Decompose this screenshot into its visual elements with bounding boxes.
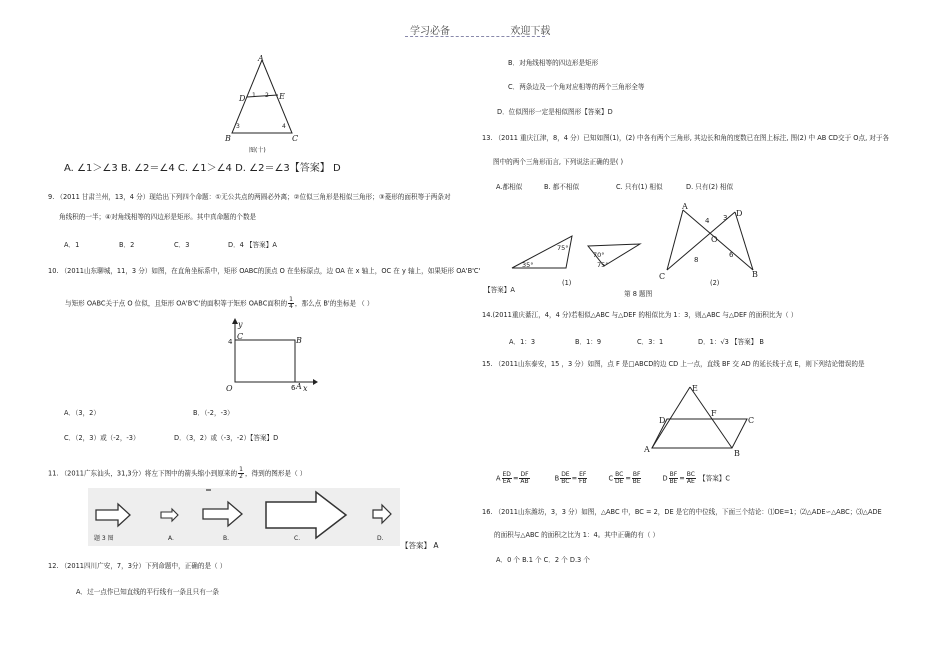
figure-8-label-2: (2) (710, 279, 720, 287)
q10-line-2b: ，那么点 B'的坐标是 （ ） (294, 299, 374, 308)
svg-text:35°: 35° (522, 261, 534, 269)
q10-line-1: 10. （2011山东聊城，11，3 分）如图，在直角坐标系中，矩形 OABC的顶点 O 在坐标原点，边 OA 在 x 轴上，OC 在 y 轴上，如果矩形 OA'B'C' (48, 267, 481, 275)
q10-line-2 (65, 297, 373, 310)
q9-line-2: 角线积的一半；④对角线相等的四边形是矩形。其中真命题的个数是 (59, 213, 257, 221)
q14-line-1: 14.(2011重庆綦江，4，4 分)若相似△ABC 与△DEF 的相似比为 1：3，则△ABC 与△DEF 的面积比为（ ） (482, 311, 798, 319)
q11-line-b: ，得到的图形是（ ） (244, 469, 307, 478)
q11-line (48, 467, 306, 480)
q12-line-1: 12. （2011四川广安，7，3分）下列命题中，正确的是（ ） (48, 562, 227, 570)
svg-text:O: O (711, 235, 718, 244)
q10-fraction (288, 297, 294, 310)
header-left: 学习必备 (410, 26, 450, 37)
svg-text:C: C (748, 416, 755, 425)
svg-text:A: A (296, 382, 302, 391)
q10-option-a: A．（3，2） (64, 409, 100, 417)
q9-option-b: B．2 (119, 241, 135, 249)
option-label-a: A. (168, 535, 174, 542)
svg-text:B: B (734, 449, 740, 458)
q9-option-a: A．1 (64, 241, 80, 249)
svg-text:E: E (279, 92, 285, 101)
option-label-d: D. (377, 535, 384, 542)
fraction-denominator: 4 (289, 303, 293, 310)
q10-line-2a: 与矩形 OABC关于点 O 位似，且矩形 OA'B'C'的面积等于矩形 OABC面积的 (65, 299, 288, 308)
svg-text:6: 6 (729, 251, 734, 259)
svg-text:C: C (659, 272, 666, 281)
q12-option-b: B．对角线相等的四边形是矩形 (508, 59, 599, 67)
q8-options: A. ∠1＞∠3 B. ∠2＝∠4 C. ∠1＞∠4 D. ∠2＝∠3【答案】 D (64, 163, 341, 174)
q15-line-1: 15. （2011山东泰安，15 ，3 分）如图，点 F 是□ABCD的边 CD 上一点，直线 BF 交 AD 的延长线于点 E，则下列结论错误的是 (482, 360, 865, 368)
svg-text:D: D (239, 94, 246, 103)
q9-line-1: 9. （2011 甘肃兰州，13，4 分）现给出下列四个命题：①无公共点的两圆必外离；②位似三角形是相似三角形；③菱形的面积等于两条对 (48, 193, 451, 201)
q9-option-c: C．3 (174, 241, 190, 249)
svg-text:B: B (225, 134, 231, 143)
svg-text:E: E (692, 384, 698, 393)
q13-option-d: D. 只有(2) 相似 (686, 183, 734, 191)
svg-text:3: 3 (723, 214, 728, 222)
header-divider (405, 36, 545, 37)
q13-answer: 【答案】A (484, 286, 515, 294)
svg-text:1: 1 (252, 92, 256, 99)
svg-text:F: F (711, 409, 717, 418)
parallelogram-figure (642, 382, 757, 460)
svg-text:4: 4 (705, 217, 710, 225)
q14-option-b: B．1：9 (575, 338, 602, 346)
figure-8-label-1: (1) (562, 279, 572, 287)
svg-text:A: A (258, 54, 264, 63)
q13-option-b: B. 都不相似 (544, 183, 580, 191)
svg-text:70°: 70° (593, 251, 605, 259)
option-label-c: C. (294, 535, 301, 542)
fraction-denominator: 2 (239, 473, 243, 480)
svg-text:4: 4 (228, 338, 233, 346)
q12-option-a: A．过一点作已知直线的平行线有一条且只有一条 (76, 588, 219, 596)
q16-line-1: 16. （2011山东潍坊，3，3 分）如图，△ABC 中，BC = 2，DE 是它的中位线，下面三个结论：⑴DE=1；⑵△ADE∽△ABC；⑶△ADE (482, 508, 882, 516)
q14-option-d: D．1：√3 【答案】 B (698, 338, 764, 346)
q13-option-a: A.都相似 (496, 183, 523, 191)
svg-text:A: A (682, 202, 688, 211)
q14-option-c: C．3：1 (637, 338, 664, 346)
svg-text:4: 4 (282, 123, 286, 130)
figure-8-caption: 第 8 题图 (624, 290, 653, 298)
svg-text:8: 8 (694, 256, 699, 264)
fig3-label: 题 3 图 (94, 535, 114, 542)
svg-text:A: A (644, 445, 650, 454)
q13-line-1: 13. （2011 重庆江津，8，4 分）已知如图(1)，(2) 中各有两个三角形, 其边长和角的度数已在图上标注, 图(2) 中 AB CD交于 O点, 对于各 (482, 134, 890, 142)
coordinate-rectangle-figure (223, 318, 318, 398)
similar-triangles-figure-1 (508, 232, 648, 277)
page-header (410, 22, 550, 37)
svg-text:D: D (659, 416, 666, 425)
q12-option-d: D．位似图形一定是相似图形【答案】D (497, 108, 613, 116)
svg-text:O: O (226, 384, 233, 393)
q11-line-a: 11. （2011广东汕头，31,3分）将左下图中的箭头缩小到原来的 (48, 469, 238, 478)
svg-text:B: B (752, 270, 758, 279)
svg-text:D: D (736, 209, 743, 218)
header-right: 欢迎下载 (510, 26, 551, 37)
q10-option-c: C．（2，3）或（-2，-3） (64, 434, 140, 442)
svg-text:y: y (238, 320, 243, 329)
svg-text:75°: 75° (557, 244, 569, 252)
q12-option-c: C．两条边及一个角对应相等的两个三角形全等 (508, 83, 645, 91)
fraction-numerator: 1 (289, 296, 293, 303)
svg-text:C: C (292, 134, 299, 143)
q13-line-2: 图中的两个三角形而言, 下列说法正确的是( ) (493, 158, 624, 166)
svg-text:C: C (237, 332, 244, 341)
svg-text:2: 2 (265, 92, 269, 99)
fraction-numerator: 1 (239, 466, 243, 473)
svg-text:B: B (296, 336, 302, 345)
q14-option-a: A．1：3 (509, 338, 536, 346)
q11-answer: 【答案】 A (401, 541, 439, 550)
svg-text:75°: 75° (597, 261, 609, 269)
arrow-scaling-figure (88, 488, 400, 546)
intersecting-triangles-figure-2 (655, 200, 767, 282)
svg-text:3: 3 (236, 123, 240, 130)
q11-fraction (238, 467, 244, 480)
q9-option-d: D．4 【答案】A (228, 241, 277, 249)
svg-text:6: 6 (291, 384, 296, 392)
q13-option-c: C. 只有(1) 相似 (616, 183, 663, 191)
triangle-figure-ten (222, 55, 312, 150)
q16-line-2: 的面积与△ABC 的面积之比为 1：4。其中正确的有（ ） (494, 531, 660, 539)
q16-options: A．0 个 B.1 个 C．2 个 D.3 个 (496, 556, 590, 564)
q15-answer: 【答案】C (699, 474, 731, 483)
option-label-b: B. (223, 535, 230, 542)
figure-ten-caption: 图(十) (249, 147, 266, 154)
q10-option-d: D．（3，2）或（-3，-2）【答案】D (174, 434, 279, 442)
svg-text:x: x (303, 384, 308, 393)
q10-option-b: B．（-2，-3） (193, 409, 234, 417)
q15-options: A $\frac{ED}{EA}$ = $\frac{DF}{AB}$ B $\frac{DE}{BC}$ = $\frac{EF}{FB}$ C $\frac{BC}{DE}$ = $\frac{BF}{BE}$ D $\frac{BF}{BE}$ = $\frac{BC}{AE}$ 【答案】C (496, 471, 731, 485)
